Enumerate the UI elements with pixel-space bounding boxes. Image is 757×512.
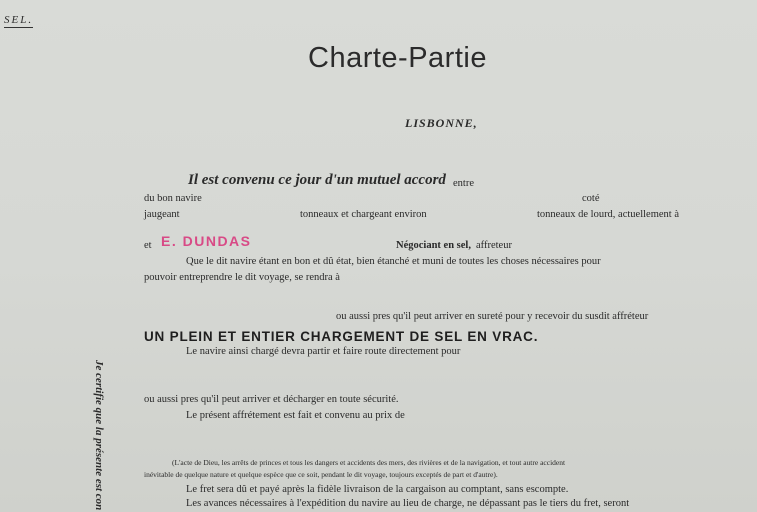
entre-label: entre (453, 178, 474, 189)
form-code: SEL. (4, 14, 34, 26)
margin-certification: Je certifie que la présente est con (93, 360, 105, 511)
document-title: Charte-Partie (308, 42, 487, 74)
deadweight-label: tonneaux de lourd, actuellement à (537, 209, 679, 220)
jaugeant-label: jaugeant (144, 209, 180, 220)
condition-line: Que le dit navire étant en bon et dû état, bien étanché et muni de toutes les choses nécessaires pour (186, 256, 601, 267)
exceptions-clause-2: inévitable de quelque nature et quelque espèce que ce soit, pendant le dit voyage, toujours exceptés de part et d'autre). (144, 470, 498, 479)
name-stamp: E. DUNDAS (161, 233, 252, 249)
advances-line: Les avances nécessaires à l'expédition du navire au lieu de charge, ne dépassant pas le tiers du fret, seront (186, 498, 630, 509)
loading-port-line: ou aussi pres qu'il peut arriver en sureté pour y recevoir du susdit affréteur (336, 311, 649, 322)
exceptions-clause-1: (L'acte de Dieu, les arrêts de princes et tous les dangers et accidents des mers, des rivières et de la navigation, et tout autre accident (172, 458, 566, 467)
payment-line: Le fret sera dû et payé après la fidèle livraison de la cargaison au comptant, sans escompte. (186, 484, 569, 495)
charterer-label: affreteur (476, 240, 512, 251)
cargo-heading: UN PLEIN ET ENTIER CHARGEMENT DE SEL EN VRAC. (144, 329, 539, 344)
et-label: et (144, 240, 152, 251)
ship-label: du bon navire (144, 193, 202, 204)
freight-price-line: Le présent affrétement est fait et convenu au prix de (186, 410, 405, 421)
intro-line: Il est convenu ce jour d'un mutuel accord (188, 172, 446, 188)
destination-line: Le navire ainsi chargé devra partir et faire route directement pour (186, 346, 461, 357)
place-line: LISBONNE, (405, 116, 478, 130)
merchant-label: Négociant en sel, (396, 240, 471, 251)
cote-label: coté (582, 193, 600, 204)
discharge-line: ou aussi pres qu'il peut arriver et décharger en toute sécurité. (144, 394, 399, 405)
tonnage-label: tonneaux et chargeant environ (300, 209, 427, 220)
voyage-line: pouvoir entreprendre le dit voyage, se rendra à (144, 272, 340, 283)
